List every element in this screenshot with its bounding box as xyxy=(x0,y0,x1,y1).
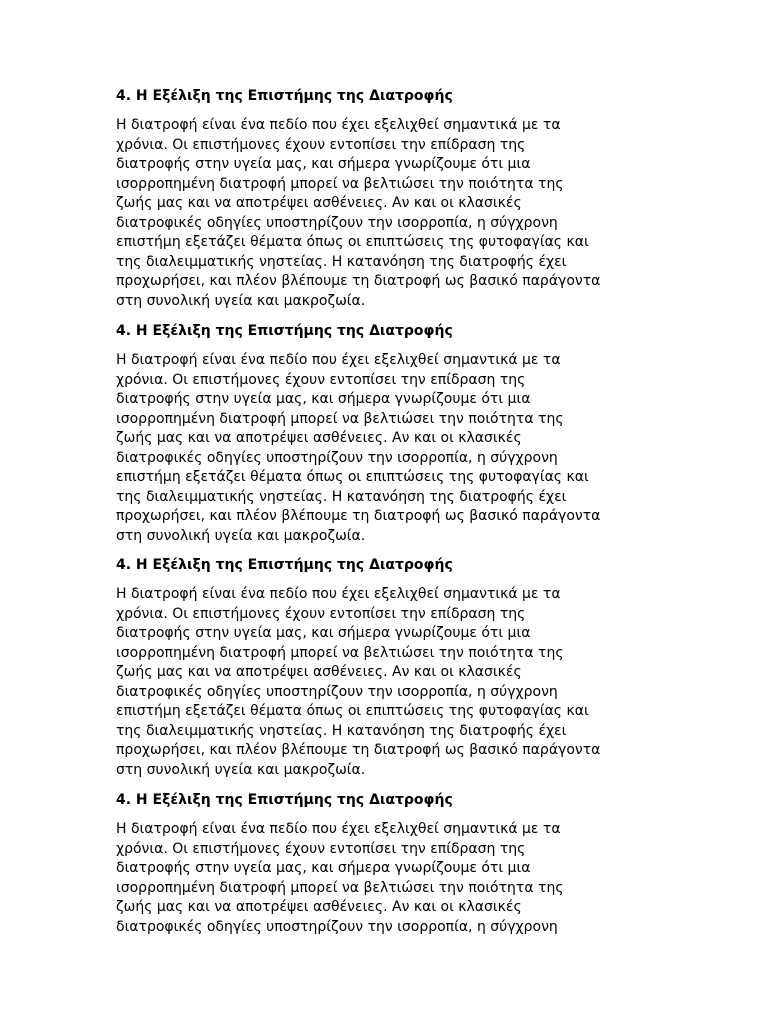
section-heading: 4. Η Εξέλιξη της Επιστήμης της Διατροφής xyxy=(116,557,453,573)
section-heading: 4. Η Εξέλιξη της Επιστήμης της Διατροφής xyxy=(116,323,453,339)
paragraph-line: ζωής μας και να αποτρέψει ασθένειες. Αν και οι κλασικές xyxy=(116,664,522,680)
section-paragraph xyxy=(116,116,600,311)
paragraph-line: ισορροπημένη διατροφή μπορεί να βελτιώσει την ποιότητα της xyxy=(116,644,564,661)
paragraph-line: χρόνια. Οι επιστήμονες έχουν εντοπίσει την επίδραση της xyxy=(116,371,526,388)
paragraph-line: στη συνολική υγεία και μακροζωία. xyxy=(116,527,366,544)
paragraph-line: χρόνια. Οι επιστήμονες έχουν εντοπίσει την επίδραση της xyxy=(116,840,526,857)
paragraph-line: Η διατροφή είναι ένα πεδίο που έχει εξελιχθεί σημαντικά με τα xyxy=(116,821,561,837)
paragraph-line: της διαλειμματικής νηστείας. Η κατανόηση της διατροφής έχει xyxy=(116,253,567,270)
document-section xyxy=(116,790,564,937)
paragraph-line: της διαλειμματικής νηστείας. Η κατανόηση της διατροφής έχει xyxy=(116,722,567,739)
section-heading: 4. Η Εξέλιξη της Επιστήμης της Διατροφής xyxy=(116,792,453,808)
section-paragraph xyxy=(116,820,564,937)
paragraph-line: ισορροπημένη διατροφή μπορεί να βελτιώσει την ποιότητα της xyxy=(116,410,564,427)
paragraph-line: Η διατροφή είναι ένα πεδίο που έχει εξελιχθεί σημαντικά με τα xyxy=(116,586,561,602)
paragraph-line: διατροφικές οδηγίες υποστηρίζουν την ισορροπία, η σύγχρονη xyxy=(116,918,558,935)
paragraph-line: επιστήμη εξετάζει θέματα όπως οι επιπτώσεις της φυτοφαγίας και xyxy=(116,234,589,250)
paragraph-line: διατροφής στην υγεία μας, και σήμερα γνωρίζουμε ότι μια xyxy=(116,391,531,407)
paragraph-line: διατροφής στην υγεία μας, και σήμερα γνωρίζουμε ότι μια xyxy=(116,156,531,172)
paragraph-line: διατροφικές οδηγίες υποστηρίζουν την ισορροπία, η σύγχρονη xyxy=(116,449,558,466)
paragraph-line: διατροφής στην υγεία μας, και σήμερα γνωρίζουμε ότι μια xyxy=(116,625,531,641)
paragraph-line: προχωρήσει, και πλέον βλέπουμε τη διατροφή ως βασικό παράγοντα xyxy=(116,508,601,524)
paragraph-line: στη συνολική υγεία και μακροζωία. xyxy=(116,292,366,309)
paragraph-line: ζωής μας και να αποτρέψει ασθένειες. Αν και οι κλασικές xyxy=(116,430,522,446)
paragraph-line: προχωρήσει, και πλέον βλέπουμε τη διατροφή ως βασικό παράγοντα xyxy=(116,742,601,758)
paragraph-line: ισορροπημένη διατροφή μπορεί να βελτιώσει την ποιότητα της xyxy=(116,879,564,896)
paragraph-line: διατροφικές οδηγίες υποστηρίζουν την ισορροπία, η σύγχρονη xyxy=(116,683,558,700)
paragraph-line: στη συνολική υγεία και μακροζωία. xyxy=(116,761,366,778)
paragraph-line: διατροφής στην υγεία μας, και σήμερα γνωρίζουμε ότι μια xyxy=(116,860,531,876)
document-section xyxy=(116,321,600,546)
paragraph-line: επιστήμη εξετάζει θέματα όπως οι επιπτώσεις της φυτοφαγίας και xyxy=(116,469,589,485)
paragraph-line: προχωρήσει, και πλέον βλέπουμε τη διατροφή ως βασικό παράγοντα xyxy=(116,273,601,289)
paragraph-line: επιστήμη εξετάζει θέματα όπως οι επιπτώσεις της φυτοφαγίας και xyxy=(116,703,589,719)
paragraph-line: Η διατροφή είναι ένα πεδίο που έχει εξελιχθεί σημαντικά με τα xyxy=(116,352,561,368)
section-paragraph xyxy=(116,351,600,546)
paragraph-line: ισορροπημένη διατροφή μπορεί να βελτιώσει την ποιότητα της xyxy=(116,175,564,192)
document-section xyxy=(116,555,600,780)
section-heading: 4. Η Εξέλιξη της Επιστήμης της Διατροφής xyxy=(116,88,453,104)
document-section xyxy=(116,86,600,311)
paragraph-line: ζωής μας και να αποτρέψει ασθένειες. Αν και οι κλασικές xyxy=(116,195,522,211)
paragraph-line: χρόνια. Οι επιστήμονες έχουν εντοπίσει την επίδραση της xyxy=(116,605,526,622)
paragraph-line: της διαλειμματικής νηστείας. Η κατανόηση της διατροφής έχει xyxy=(116,488,567,505)
paragraph-line: διατροφικές οδηγίες υποστηρίζουν την ισορροπία, η σύγχρονη xyxy=(116,214,558,231)
paragraph-line: ζωής μας και να αποτρέψει ασθένειες. Αν και οι κλασικές xyxy=(116,899,522,915)
paragraph-line: Η διατροφή είναι ένα πεδίο που έχει εξελιχθεί σημαντικά με τα xyxy=(116,117,561,133)
paragraph-line: χρόνια. Οι επιστήμονες έχουν εντοπίσει την επίδραση της xyxy=(116,136,526,153)
section-paragraph xyxy=(116,585,600,780)
